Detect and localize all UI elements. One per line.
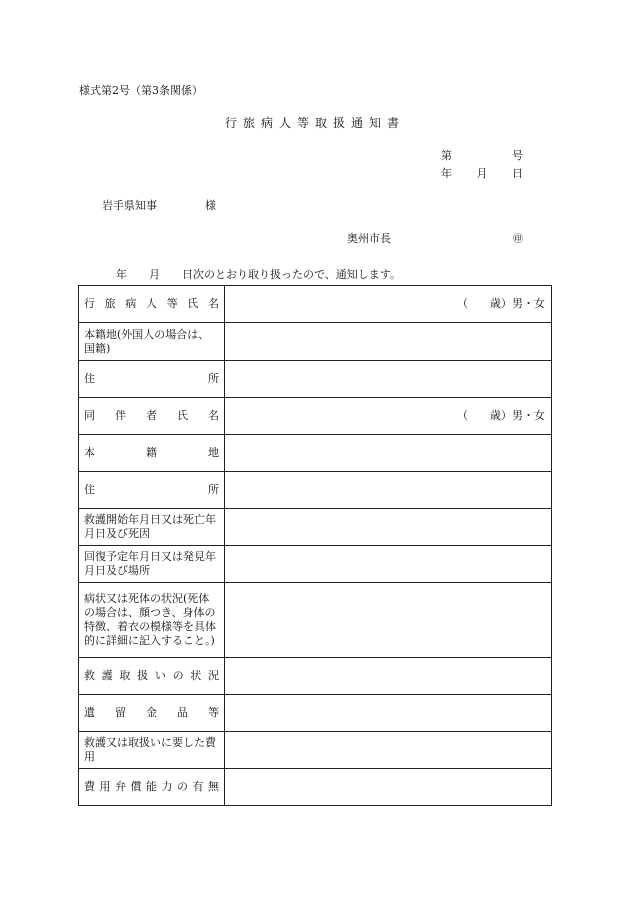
address-field[interactable]	[225, 361, 552, 398]
document-date	[441, 165, 523, 181]
table-row	[79, 769, 552, 806]
label-traveler-name: 行旅病人等氏名	[79, 286, 225, 323]
label-expenses: 救護又は取扱いに要した費用	[79, 732, 225, 769]
label-domicile-nationality: 本籍地(外国人の場合は、国籍)	[79, 323, 225, 361]
label-companion-address: 住所	[79, 472, 225, 509]
notice-year: 年	[116, 268, 127, 281]
label-address: 住所	[79, 361, 225, 398]
label-condition: 病状又は死体の状況(死体の場合は、顔つき、身体の特徴、着衣の模様等を具体的に詳細に記入すること。)	[79, 583, 225, 658]
label-companion-name: 同伴者氏名	[79, 398, 225, 435]
table-row	[79, 286, 552, 323]
belongings-field[interactable]	[225, 695, 552, 732]
table-row	[79, 658, 552, 695]
sender-name: 奥州市長	[347, 232, 391, 245]
number-suffix: 号	[512, 149, 523, 162]
companion-name-field[interactable]	[225, 398, 552, 435]
notice-sentence	[116, 266, 401, 282]
label-companion-domicile: 本籍地	[79, 435, 225, 472]
domicile-nationality-field[interactable]	[225, 323, 552, 361]
notice-text: 日次のとおり取り扱ったので、通知します。	[182, 268, 401, 281]
label-recovery-or-discovery: 回復予定年月日又は発見年月日及び場所	[79, 546, 225, 583]
notice-month: 月	[149, 268, 160, 281]
label-reimbursement-ability: 費用弁償能力の有無	[79, 769, 225, 806]
addressee	[102, 197, 216, 213]
relief-start-or-death-field[interactable]	[225, 509, 552, 546]
date-month: 月	[476, 167, 488, 180]
recovery-or-discovery-field[interactable]	[225, 546, 552, 583]
label-relief-status: 救護取扱いの状況	[79, 658, 225, 695]
traveler-name-field[interactable]	[225, 286, 552, 323]
companion-domicile-field[interactable]	[225, 435, 552, 472]
notification-form-table	[78, 285, 552, 806]
document-number	[441, 147, 523, 163]
table-row	[79, 323, 552, 361]
table-row	[79, 435, 552, 472]
condition-field[interactable]	[225, 583, 552, 658]
label-belongings: 遺留金品等	[79, 695, 225, 732]
number-prefix: 第	[441, 149, 452, 162]
expenses-field[interactable]	[225, 732, 552, 769]
table-row	[79, 583, 552, 658]
table-row	[79, 398, 552, 435]
table-row	[79, 546, 552, 583]
table-row	[79, 509, 552, 546]
addressee-name: 岩手県知事	[102, 199, 157, 212]
date-day: 日	[512, 167, 523, 180]
relief-status-field[interactable]	[225, 658, 552, 695]
date-year: 年	[441, 167, 452, 180]
reimbursement-ability-field[interactable]	[225, 769, 552, 806]
table-row	[79, 732, 552, 769]
age-sex-text: （ 歳）男・女	[457, 409, 545, 422]
form-number-label: 様式第2号（第3条関係）	[79, 84, 203, 97]
companion-address-field[interactable]	[225, 472, 552, 509]
addressee-honorific: 様	[205, 199, 216, 212]
sender	[347, 230, 523, 246]
table-row	[79, 472, 552, 509]
table-row	[79, 361, 552, 398]
age-sex-text: （ 歳）男・女	[457, 297, 545, 310]
table-row	[79, 695, 552, 732]
label-relief-start-or-death: 救護開始年月日又は死亡年月日及び死因	[79, 509, 225, 546]
seal-mark: ㊞	[513, 234, 523, 245]
document-title: 行旅病人等取扱通知書	[224, 116, 405, 130]
